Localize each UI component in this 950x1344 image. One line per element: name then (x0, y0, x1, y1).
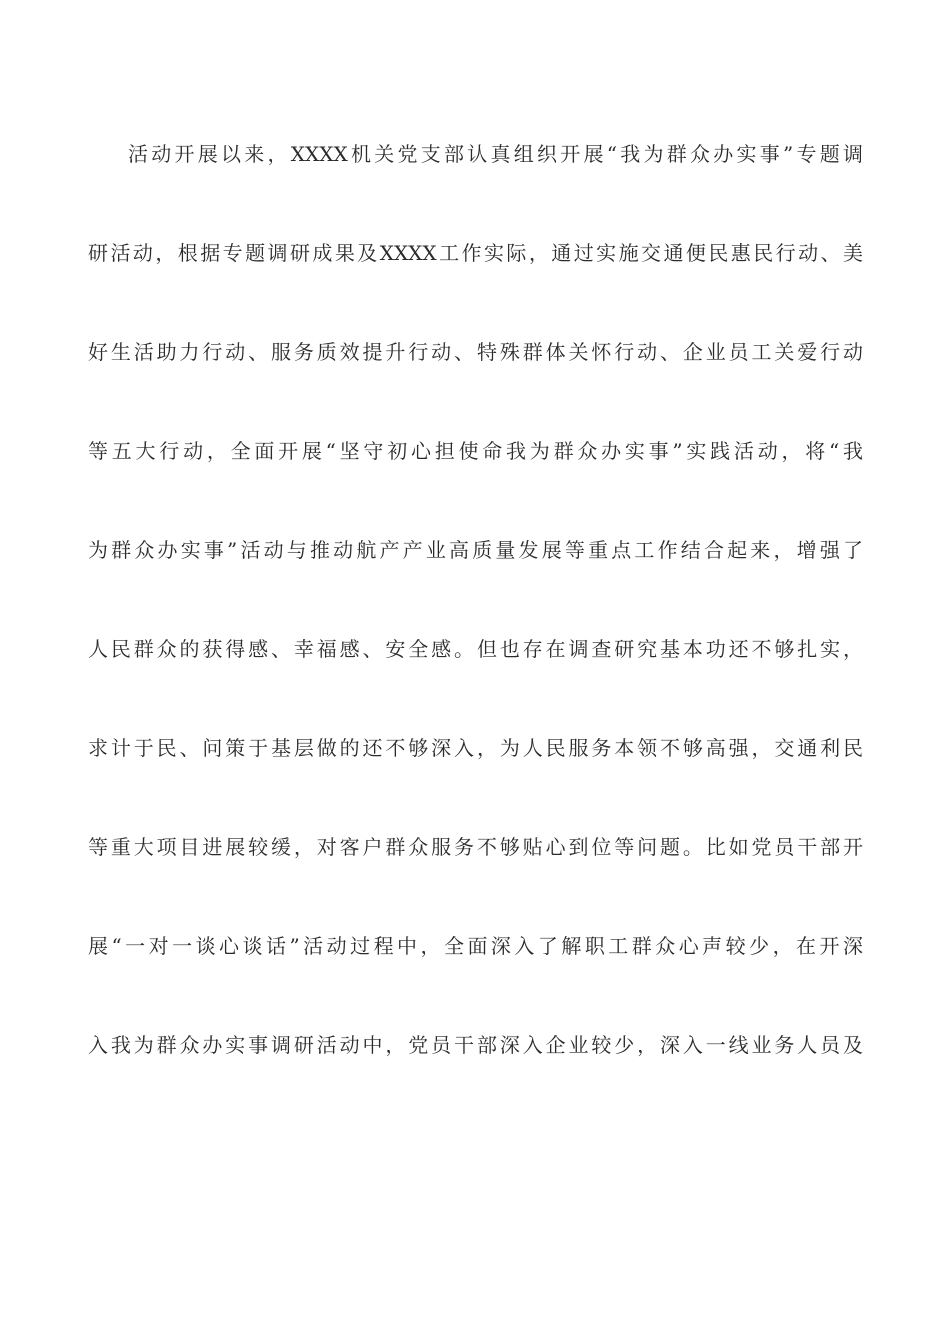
paragraph-line-8: 等重大项目进展较缓，对客户群众服务不够贴心到位等问题。比如党员干部开 (88, 835, 863, 859)
paragraph-line-2: 研活动，根据专题调研成果及XXXX工作实际，通过实施交通便民惠民行动、美 (88, 241, 863, 265)
paragraph-line-1: 活动开展以来，XXXX机关党支部认真组织开展“我为群众办实事”专题调 (128, 142, 863, 166)
paragraph-line-5: 为群众办实事”活动与推动航产产业高质量发展等重点工作结合起来，增强了 (88, 538, 863, 562)
paragraph-line-4: 等五大行动，全面开展“坚守初心担使命我为群众办实事”实践活动，将“我 (88, 439, 863, 463)
paragraph-line-3: 好生活助力行动、服务质效提升行动、特殊群体关怀行动、企业员工关爱行动 (88, 340, 863, 364)
paragraph-line-6: 人民群众的获得感、幸福感、安全感。但也存在调查研究基本功还不够扎实， (88, 637, 863, 661)
paragraph-line-7: 求计于民、问策于基层做的还不够深入，为人民服务本领不够高强，交通利民 (88, 736, 863, 760)
paragraph-line-9: 展“一对一谈心谈话”活动过程中，全面深入了解职工群众心声较少，在开深 (88, 934, 863, 958)
paragraph-line-10: 入我为群众办实事调研活动中，党员干部深入企业较少，深入一线业务人员及 (88, 1033, 863, 1057)
document-paragraph (88, 128, 863, 1118)
